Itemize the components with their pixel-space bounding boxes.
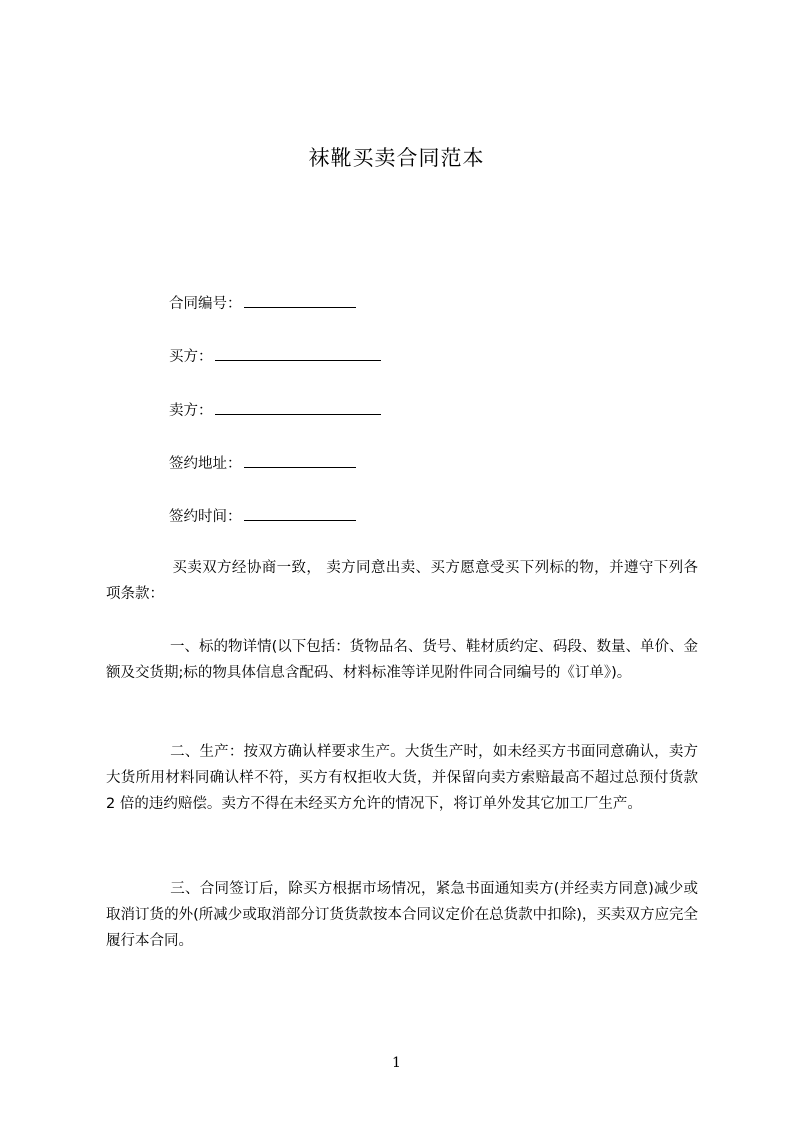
contract-number-label: 合同编号： <box>169 296 242 312</box>
document-title: 袜靴买卖合同范本 <box>308 146 485 170</box>
sign-time-label: 签约时间： <box>169 509 242 525</box>
sign-time-field <box>169 505 356 526</box>
page-number: 1 <box>392 1055 401 1071</box>
seller-blank <box>215 400 381 415</box>
buyer-field <box>169 345 381 366</box>
clause-3-text: 三、合同签订后，除买方根据市场情况，紧急书面通知卖方(并经卖方同意)减少或取消订货的外(所减少或取消部分订货货款按本合同议定价在总货款中扣除)，买卖双方应完全履行本合同。 <box>106 881 698 949</box>
sign-time-blank <box>244 506 356 521</box>
seller-label: 卖方： <box>169 403 213 419</box>
intro-text: 买卖双方经协商一致， 卖方同意出卖、买方愿意受买下列标的物，并遵守下列各项条款： <box>106 560 698 602</box>
clause-2-paragraph <box>106 739 698 817</box>
clause-1-text: 一、标的物详情(以下包括：货物品名、货号、鞋材质约定、码段、数量、单价、金额及交货期;标的物具体信息含配码、材料标准等详见附件同合同编号的《订单》)。 <box>106 639 698 681</box>
clause-2-text: 二、生产：按双方确认样要求生产。大货生产时，如未经买方书面同意确认，卖方大货所用材料同确认样不符，买方有权拒收大货，并保留向卖方索赔最高不超过总预付货款 2 倍的违约赔偿。卖方不得在未经买方允许的情况下，将订单外发其它加工厂生产。 <box>106 744 698 812</box>
buyer-label: 买方： <box>169 349 213 365</box>
sign-address-field <box>169 452 356 473</box>
sign-address-label: 签约地址： <box>169 456 242 472</box>
contract-number-field <box>169 292 356 313</box>
seller-field <box>169 399 381 420</box>
sign-address-blank <box>244 453 356 468</box>
contract-number-blank <box>244 293 356 308</box>
buyer-blank <box>215 346 381 361</box>
clause-1-paragraph <box>106 634 698 686</box>
intro-paragraph <box>106 555 698 607</box>
clause-3-paragraph <box>106 876 698 954</box>
